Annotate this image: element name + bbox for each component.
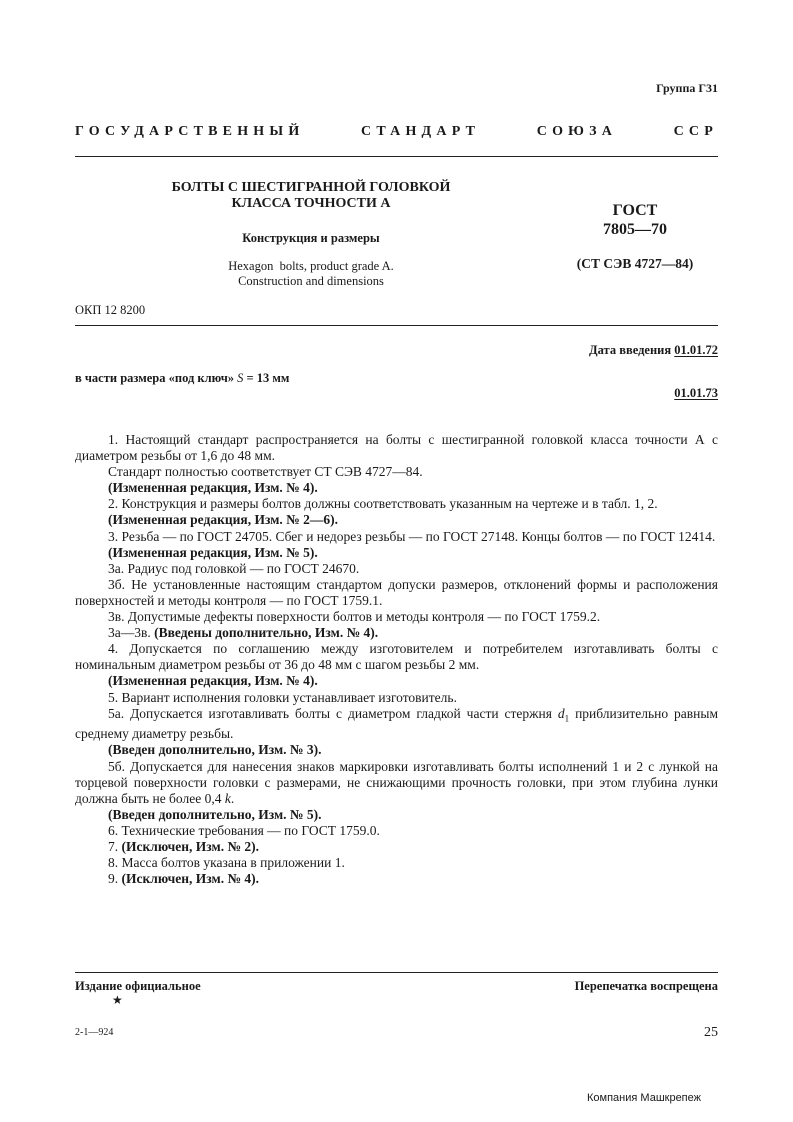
document-subtitle: Конструкция и размеры [242, 231, 380, 245]
clause-5a-subscript: 1 [564, 713, 570, 724]
okp-code: ОКП 12 8200 [75, 303, 146, 317]
clause-6: 6. Технические требования — по ГОСТ 1759.0. [108, 822, 380, 838]
clause-1-change: (Измененная редакция, Изм. № 4). [108, 480, 318, 496]
clause-3b: 3б. Не установленные настоящим стандартом допуски размеров, отклонений формы и расположения поверхностей и методы контроля — по ГОСТ 1759.1. [75, 576, 718, 608]
clause-4: 4. Допускается по соглашению между изготовителем и потребителем изготавливать болты с номинальным диаметром резьбы от 36 до 48 мм с шагом резьбы 2 мм. [75, 641, 718, 673]
gost-number: 7805—70 [603, 221, 667, 238]
clause-3-change: (Измененная редакция, Изм. № 5). [108, 544, 318, 560]
footer-rule [75, 972, 718, 973]
partial-date-label [75, 371, 289, 386]
clause-5a-text: 5а. Допускается изготавливать болты с диаметром гладкой части стержня [108, 705, 552, 721]
state-standard-header: ГОСУДАРСТВЕННЫЙ СТАНДАРТ СОЮЗА ССР [75, 124, 718, 139]
clause-3a: 3а. Радиус под головкой — по ГОСТ 24670. [108, 560, 360, 576]
sev-reference: (СТ СЭВ 4727—84) [576, 256, 694, 271]
clause-9-note: (Исключен, Изм. № 4). [121, 871, 260, 887]
clause-5a-text-end: приблизительно равным среднему диаметру резьбы. [75, 705, 718, 742]
clause-5b-variable: k [224, 790, 231, 806]
clause-1-note: Стандарт полностью соответствует СТ СЭВ 4727—84. [108, 464, 423, 480]
intro-date-value: 01.01.72 [674, 343, 718, 357]
clause-3v: 3в. Допустимые дефекты поверхности болтов и методы контроля — по ГОСТ 1759.2. [108, 609, 601, 625]
clause-5b-change: (Введен дополнительно, Изм. № 5). [108, 806, 322, 822]
reprint-prohibited: Перепечатка воспрещена [574, 979, 718, 993]
title-line-1: БОЛТЫ С ШЕСТИГРАННОЙ ГОЛОВКОЙ [171, 180, 451, 195]
group-code: Группа Г31 [656, 81, 718, 95]
clause-9-number: 9. [108, 871, 119, 887]
title-line-2: КЛАССА ТОЧНОСТИ А [231, 196, 391, 211]
clause-7-number: 7. [108, 839, 119, 855]
clause-8: 8. Масса болтов указана в приложении 1. [108, 855, 345, 871]
gost-label: ГОСТ [612, 202, 658, 219]
star-icon: ★ [112, 993, 123, 1007]
english-title [155, 259, 467, 289]
print-code: 2-1—924 [75, 1027, 114, 1038]
clause-3a-3v-change [75, 625, 718, 641]
header-rule [75, 156, 718, 157]
clause-5b [75, 759, 718, 807]
clause-2-change: (Измененная редакция, Изм. № 2—6). [108, 512, 338, 528]
clause-2: 2. Конструкция и размеры болтов должны соответствовать указанным на чертеже и в табл. 1, 2. [108, 496, 658, 512]
english-title-line-2: Construction and dimensions [238, 274, 384, 288]
clause-9 [75, 871, 718, 887]
intro-date-label: Дата введения [589, 343, 672, 357]
part-value: = 13 мм [246, 371, 290, 385]
clause-4-change: (Измененная редакция, Изм. № 4). [108, 673, 318, 689]
clause-1: 1. Настоящий стандарт распространяется на болты с шестигранной головкой класса точности А с диаметром резьбы от 1,6 до 48 мм. [75, 432, 718, 464]
clause-5a-change: (Введен дополнительно, Изм. № 3). [108, 742, 322, 758]
title-rule [75, 325, 718, 326]
clause-3a-3v-number: 3а—3в. [108, 625, 151, 641]
clause-7 [75, 839, 718, 855]
english-title-line-1: Hexagon bolts, product grade A. [228, 259, 394, 273]
clause-5a-variable: d [557, 705, 565, 721]
introduction-date [589, 343, 718, 358]
page-number: 25 [704, 1025, 718, 1040]
part-variable: S [237, 371, 244, 385]
clause-3: 3. Резьба — по ГОСТ 24705. Сбег и недорез резьбы — по ГОСТ 27148. Концы болтов — по ГОСТ 12414. [108, 528, 716, 544]
clause-7-note: (Исключен, Изм. № 2). [121, 839, 260, 855]
partial-date-value: 01.01.73 [674, 386, 718, 400]
official-edition: Издание официальное [75, 979, 201, 993]
clause-5a [75, 706, 718, 743]
document-title [155, 180, 467, 212]
company-name: Компания Машкрепеж [587, 1092, 701, 1104]
clause-5: 5. Вариант исполнения головки устанавливает изготовитель. [108, 689, 457, 705]
clause-5b-period: . [230, 790, 235, 806]
part-label-text: в части размера «под ключ» [75, 371, 235, 385]
gost-designation [560, 201, 710, 239]
standard-body [75, 432, 718, 887]
clause-3a-3v-note: (Введены дополнительно, Изм. № 4). [154, 625, 379, 641]
clause-5b-text: 5б. Допускается для нанесения знаков маркировки изготавливать болты исполнений 1 и 2 с лункой на торцевой поверхности головки с размерами, не снижающими прочность головки, при этом глубина лунки должна быть не более 0,4 [75, 758, 718, 806]
